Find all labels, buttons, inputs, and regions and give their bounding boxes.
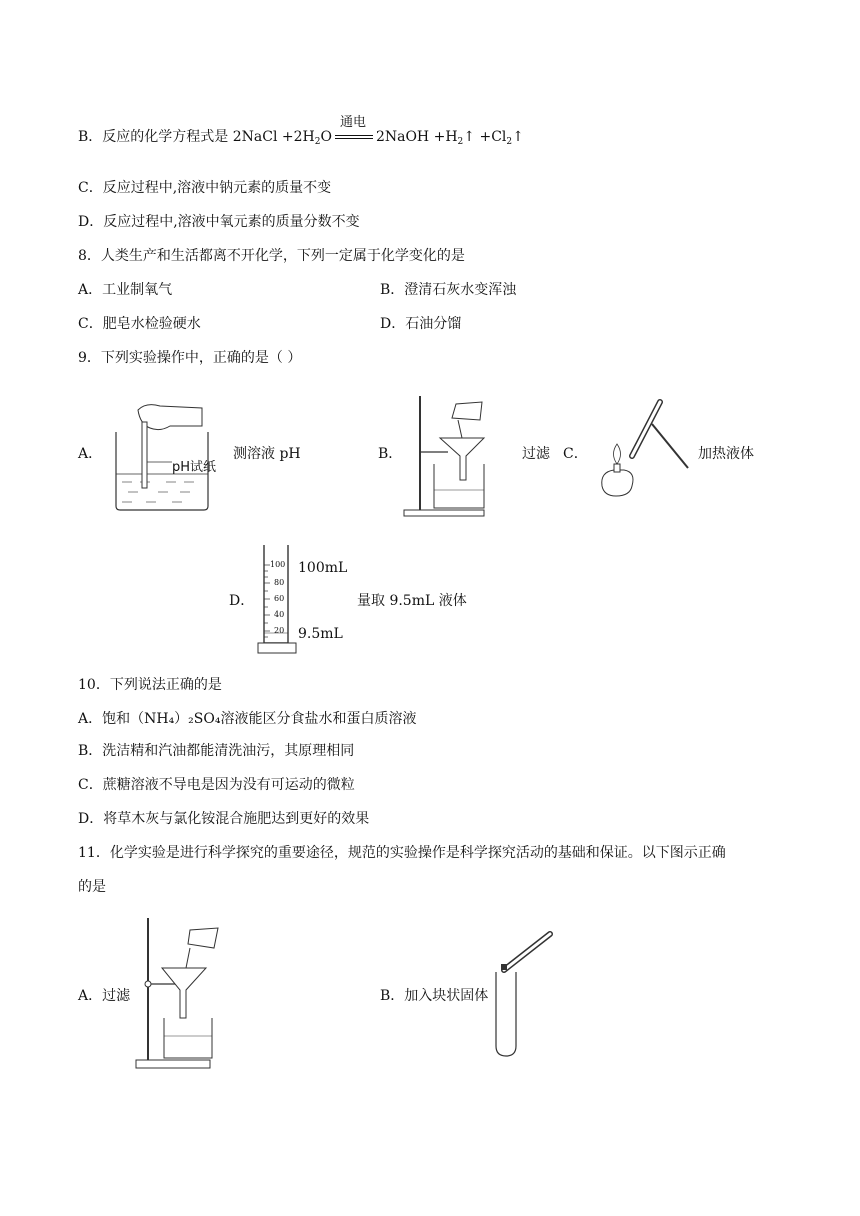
adding-solid-illustration bbox=[490, 926, 560, 1058]
q10-option-b: B．洗洁精和汽油都能清洗油污，其原理相同 bbox=[78, 743, 355, 759]
q8-option-a: A．工业制氧气 bbox=[78, 282, 173, 298]
filtration-illustration-q9 bbox=[400, 390, 500, 520]
tick-100: 100 bbox=[270, 560, 286, 569]
q8-option-c: C．肥皂水检验硬水 bbox=[78, 316, 201, 332]
q9-d-letter: D． bbox=[229, 593, 255, 609]
q9-stem: 9．下列实验操作中，正确的是（ ） bbox=[78, 350, 302, 366]
q7-b-prefix: B．反应的化学方程式是 2NaCl +2H bbox=[78, 129, 315, 145]
q9-a-letter: A． bbox=[78, 446, 103, 462]
q11-option-a: A．过滤 bbox=[78, 988, 131, 1004]
filtration-illustration-q11 bbox=[130, 914, 230, 1074]
q8-option-b: B．澄清石灰水变浑浊 bbox=[380, 282, 517, 298]
q7-b-mid2: 2NaOH +H bbox=[375, 129, 458, 145]
q9-d-text: 量取 9.5mL 液体 bbox=[357, 593, 467, 609]
cylinder-bottom-label: 9.5mL bbox=[298, 626, 343, 642]
q9-c-text: 加热液体 bbox=[698, 446, 754, 462]
q9-b-text: 过滤 bbox=[522, 446, 550, 462]
q7-option-d: D．反应过程中,溶液中氧元素的质量分数不变 bbox=[78, 214, 360, 230]
q11-stem-line1: 11．化学实验是进行科学探究的重要途径，规范的实验操作是科学探究活动的基础和保证。以下图示正确 bbox=[78, 845, 726, 861]
q9-a-text: 测溶液 pH bbox=[233, 446, 301, 462]
q7-b-mid3: ↑ +Cl bbox=[463, 129, 507, 145]
equation-arrow bbox=[332, 115, 376, 139]
q10-option-c: C．蔗糖溶液不导电是因为没有可运动的微粒 bbox=[78, 777, 355, 793]
q7-b-sub1: 2 bbox=[314, 137, 321, 147]
q7-option-c: C．反应过程中,溶液中钠元素的质量不变 bbox=[78, 180, 332, 196]
cylinder-top-label: 100mL bbox=[298, 560, 348, 576]
tick-60: 60 bbox=[274, 594, 285, 603]
tick-40: 40 bbox=[274, 610, 285, 619]
equation-condition: 通电 bbox=[339, 115, 366, 130]
tick-20: 20 bbox=[274, 626, 285, 635]
heating-liquid-illustration bbox=[590, 396, 700, 506]
q10-stem: 10．下列说法正确的是 bbox=[78, 677, 222, 693]
q7-b-sub3: 2 bbox=[506, 137, 513, 147]
q10-option-a: A．饱和（NH₄）₂SO₄溶液能区分食盐水和蛋白质溶液 bbox=[78, 711, 417, 727]
q11-option-b: B．加入块状固体 bbox=[380, 988, 489, 1004]
ph-paper-label: pH试纸 bbox=[172, 460, 217, 475]
q9-b-letter: B． bbox=[378, 446, 403, 462]
tick-80: 80 bbox=[274, 578, 285, 587]
ph-test-illustration bbox=[110, 402, 220, 512]
q7-option-b bbox=[78, 115, 524, 152]
q7-b-mid1: O bbox=[320, 129, 332, 145]
q7-b-end: ↑ bbox=[512, 129, 524, 145]
q8-stem: 8．人类生产和生活都离不开化学，下列一定属于化学变化的是 bbox=[78, 248, 465, 264]
q11-stem-line2: 的是 bbox=[78, 879, 106, 895]
q8-option-d: D．石油分馏 bbox=[380, 316, 462, 332]
q9-c-letter: C． bbox=[563, 446, 588, 462]
q7-b-sub2: 2 bbox=[457, 137, 464, 147]
q10-option-d: D．将草木灰与氯化铵混合施肥达到更好的效果 bbox=[78, 811, 370, 827]
